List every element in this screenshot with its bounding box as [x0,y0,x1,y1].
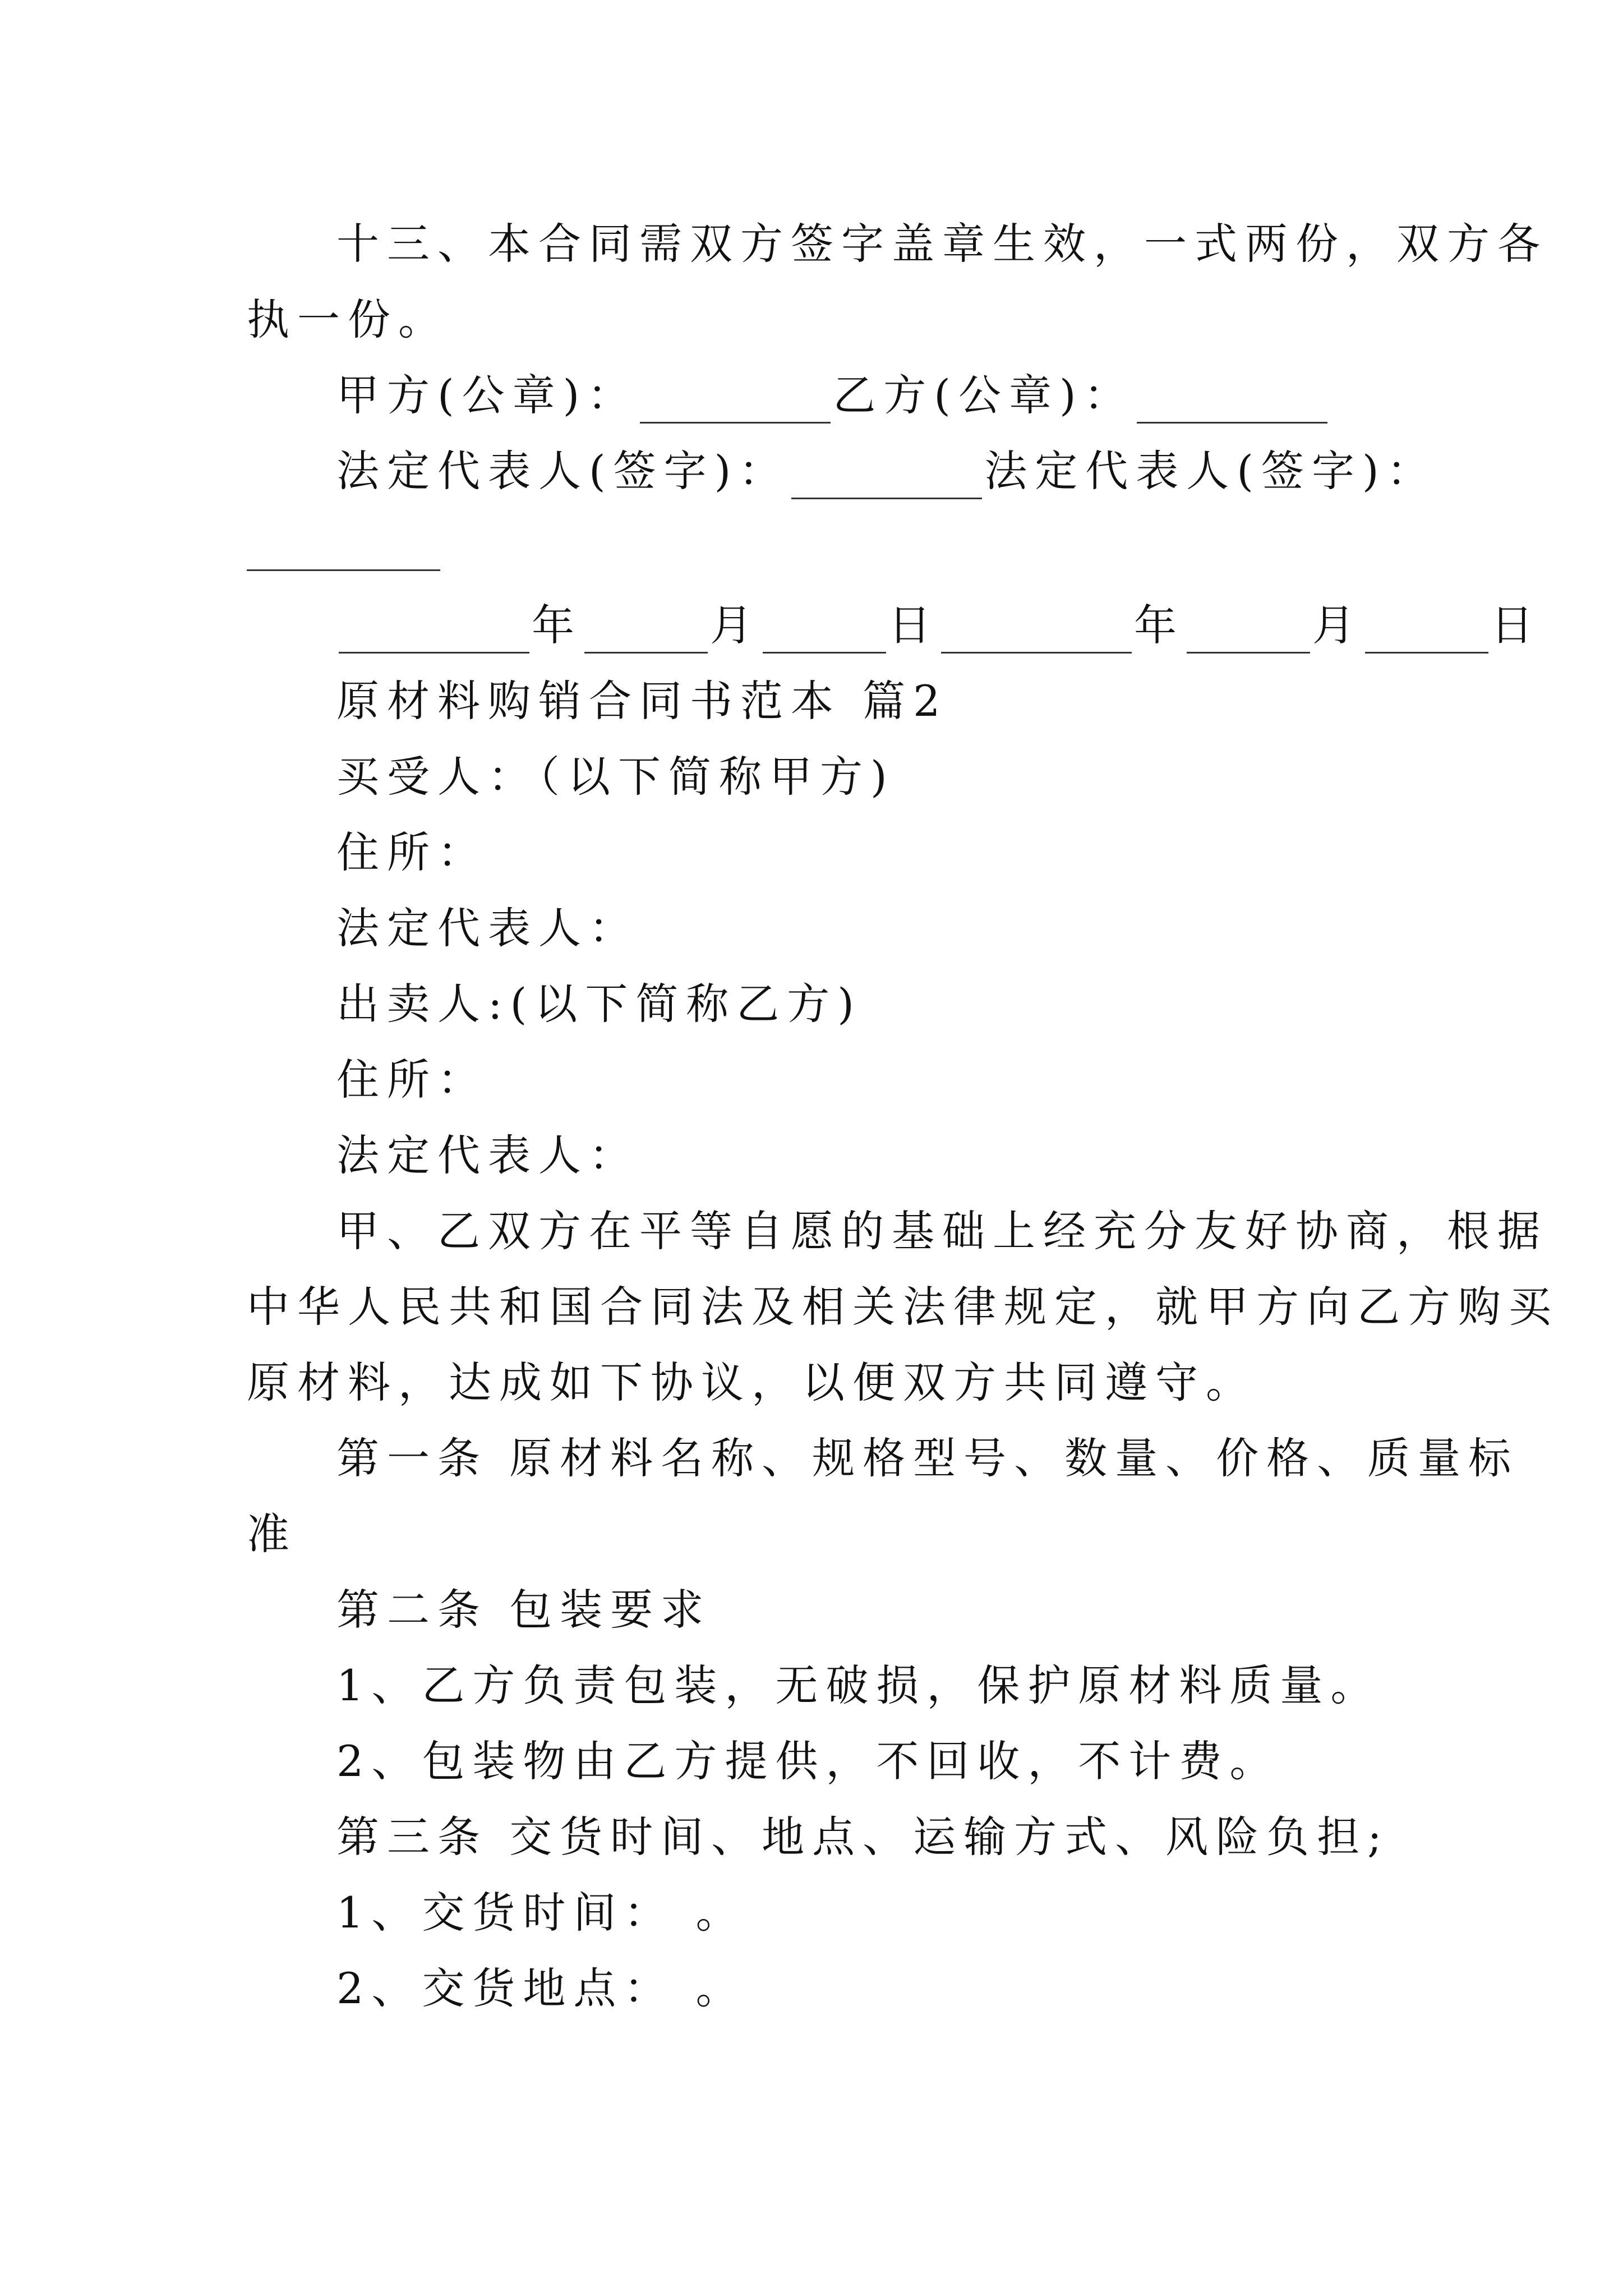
month-a-label: 月 [710,600,760,650]
buyer-address: 住所： [336,827,488,877]
month-b-label: 月 [1312,600,1363,650]
seller-label: 出卖人:(以下简称乙方) [336,979,862,1029]
buyer-representative: 法定代表人： [336,903,639,953]
day-a-blank [763,613,886,654]
date-line [336,597,1541,654]
year-b-label: 年 [1134,600,1184,650]
year-a-blank [339,613,529,654]
section-heading: 原材料购销合同书范本 篇2 [336,676,948,726]
article-2-item-2: 2、包装物由乙方提供，不回收，不计费。 [336,1736,1280,1786]
article-2-item-1: 1、乙方负责包装，无破损，保护原材料质量。 [336,1660,1381,1710]
party-b-seal-label: 乙方(公章)： [833,370,1135,420]
article-1-line-1: 第一条 原材料名称、规格型号、数量、价格、质量标 [336,1433,1519,1483]
seller-address: 住所： [336,1055,488,1105]
rep-b-blank [247,569,440,571]
month-b-blank [1187,613,1310,654]
rep-a-blank [791,458,982,499]
article-3-title: 第三条 交货时间、地点、运输方式、风险负担; [336,1812,1390,1862]
month-a-blank [584,613,708,654]
intro-line-2: 中华人民共和国合同法及相关法律规定，就甲方向乙方购买 [247,1282,1559,1332]
intro-line-3: 原材料，达成如下协议，以便双方共同遵守。 [247,1358,1256,1407]
party-a-seal-label: 甲方(公章)： [336,370,638,420]
buyer-label: 买受人：（以下简称甲方) [336,752,895,802]
article-3-item-2: 2、交货地点： 。 [336,1963,746,2013]
intro-line-1: 甲、乙双方在平等自愿的基础上经充分友好协商，根据 [336,1206,1548,1256]
year-a-label: 年 [532,600,582,650]
day-b-blank [1365,613,1488,654]
representative-line [336,443,1437,499]
article-2-title: 第二条 包装要求 [336,1585,712,1635]
clause-13-line-2: 执一份。 [247,295,449,344]
rep-b-label: 法定代表人(签字)： [984,446,1437,496]
year-b-blank [941,613,1132,654]
clause-13-line-1: 十三、本合同需双方签字盖章生效，一式两份，双方各 [336,219,1548,269]
party-a-seal-blank [640,383,831,424]
party-b-seal-blank [1137,383,1327,424]
article-3-item-1: 1、交货时间： 。 [336,1888,746,1938]
seal-line [336,367,1330,424]
day-a-label: 日 [888,600,939,650]
rep-a-label: 法定代表人(签字)： [336,446,790,496]
article-1-line-2: 准 [247,1509,297,1559]
day-b-label: 日 [1491,600,1541,650]
seller-representative: 法定代表人： [336,1130,639,1180]
